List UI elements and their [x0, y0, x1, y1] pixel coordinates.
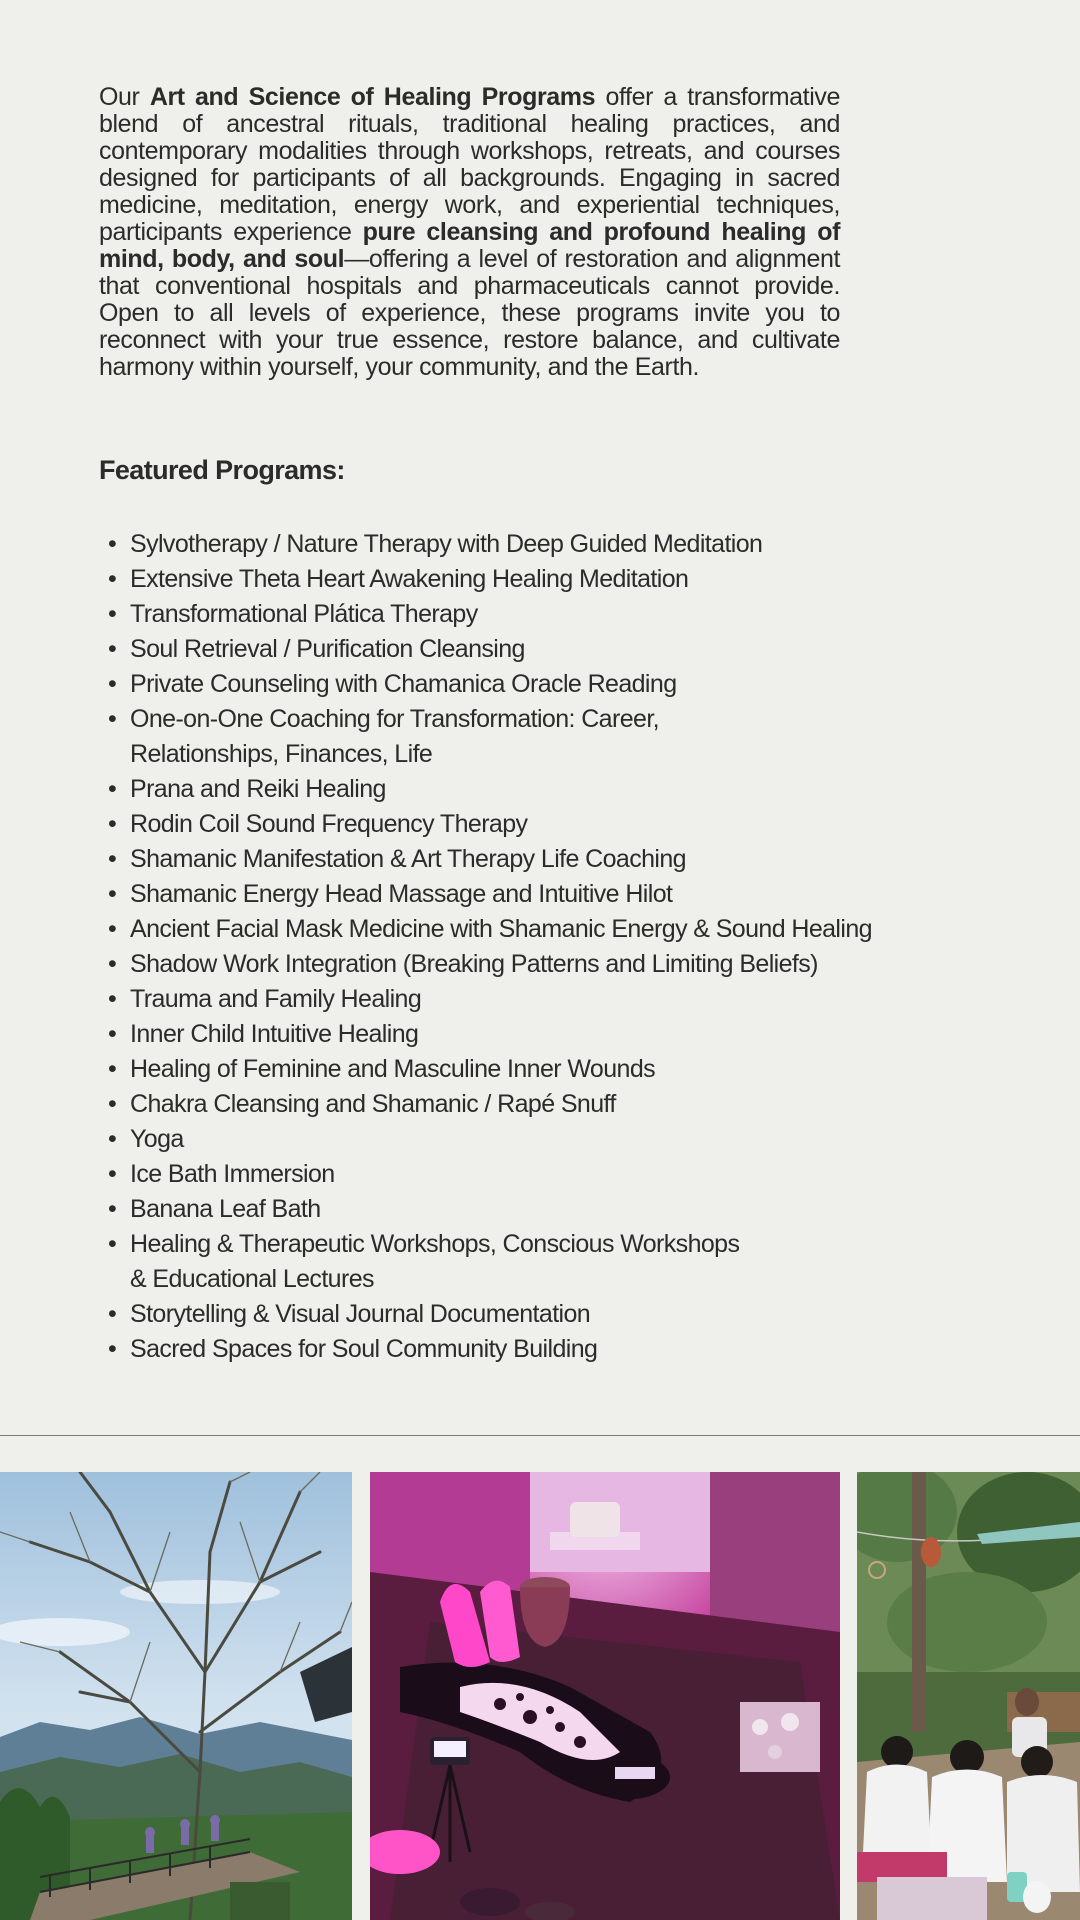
program-item: • Prana and Reiki Healing: [108, 772, 988, 807]
section-divider: [0, 1435, 1080, 1436]
program-item: • Sylvotherapy / Nature Therapy with Deep Guided Meditation: [108, 527, 988, 562]
program-item: • Chakra Cleansing and Shamanic / Rapé Snuff: [108, 1087, 988, 1122]
program-item: • Banana Leaf Bath: [108, 1192, 988, 1227]
intro-middle: offer a transformative blend of ancestral rituals, traditional healing practices, and contemporary modalities through workshops, retreats, and courses designed for participants of all backgrounds. Engaging in sacred medicine, meditation, energy work, and experiential techniques, participants experience: [99, 83, 840, 246]
program-item: • Shadow Work Integration (Breaking Patterns and Limiting Beliefs): [108, 947, 988, 982]
featured-programs-list: [108, 527, 988, 1367]
intro-paragraph: [99, 84, 840, 381]
featured-programs-heading: Featured Programs:: [99, 455, 345, 485]
program-item: • Rodin Coil Sound Frequency Therapy: [108, 807, 988, 842]
photo-group-session: [857, 1472, 1080, 1920]
program-item: • Shamanic Manifestation & Art Therapy Life Coaching: [108, 842, 988, 877]
program-item: • Storytelling & Visual Journal Documentation: [108, 1297, 988, 1332]
program-item: • Inner Child Intuitive Healing: [108, 1017, 988, 1052]
program-item: • Soul Retrieval / Purification Cleansing: [108, 632, 988, 667]
program-item: • Transformational Plática Therapy: [108, 597, 988, 632]
program-item: • Shamanic Energy Head Massage and Intuitive Hilot: [108, 877, 988, 912]
program-item: • Private Counseling with Chamanica Oracle Reading: [108, 667, 988, 702]
program-item: • Healing of Feminine and Masculine Inner Wounds: [108, 1052, 988, 1087]
program-item: • One-on-One Coaching for Transformation: Career, Relationships, Finances, Life: [108, 702, 810, 772]
program-item: • Ancient Facial Mask Medicine with Shamanic Energy & Sound Healing: [108, 912, 988, 947]
photo-outdoor-yoga: [0, 1472, 352, 1920]
intro-lead: Our: [99, 83, 150, 111]
intro-tail: —offering a level of restoration and alignment that conventional hospitals and pharmaceuticals cannot provide. Open to all levels of experience, these programs invite you to reconnect with your true essence, restore balance, and cultivate harmony within yourself, your community, and the Earth.: [99, 245, 840, 381]
program-item: • Trauma and Family Healing: [108, 982, 988, 1017]
program-item: • Ice Bath Immersion: [108, 1157, 988, 1192]
program-item: • Sacred Spaces for Soul Community Building: [108, 1332, 988, 1367]
program-item: • Yoga: [108, 1122, 988, 1157]
intro-highlight-programs: Art and Science of Healing Programs: [149, 83, 596, 111]
photo-healing-room: [370, 1472, 840, 1920]
program-item: • Extensive Theta Heart Awakening Healing Meditation: [108, 562, 988, 597]
program-item: • Healing & Therapeutic Workshops, Conscious Workshops & Educational Lectures: [108, 1227, 750, 1297]
intro-highlight-healing: pure cleansing and profound healing of mind, body, and soul: [99, 218, 840, 273]
